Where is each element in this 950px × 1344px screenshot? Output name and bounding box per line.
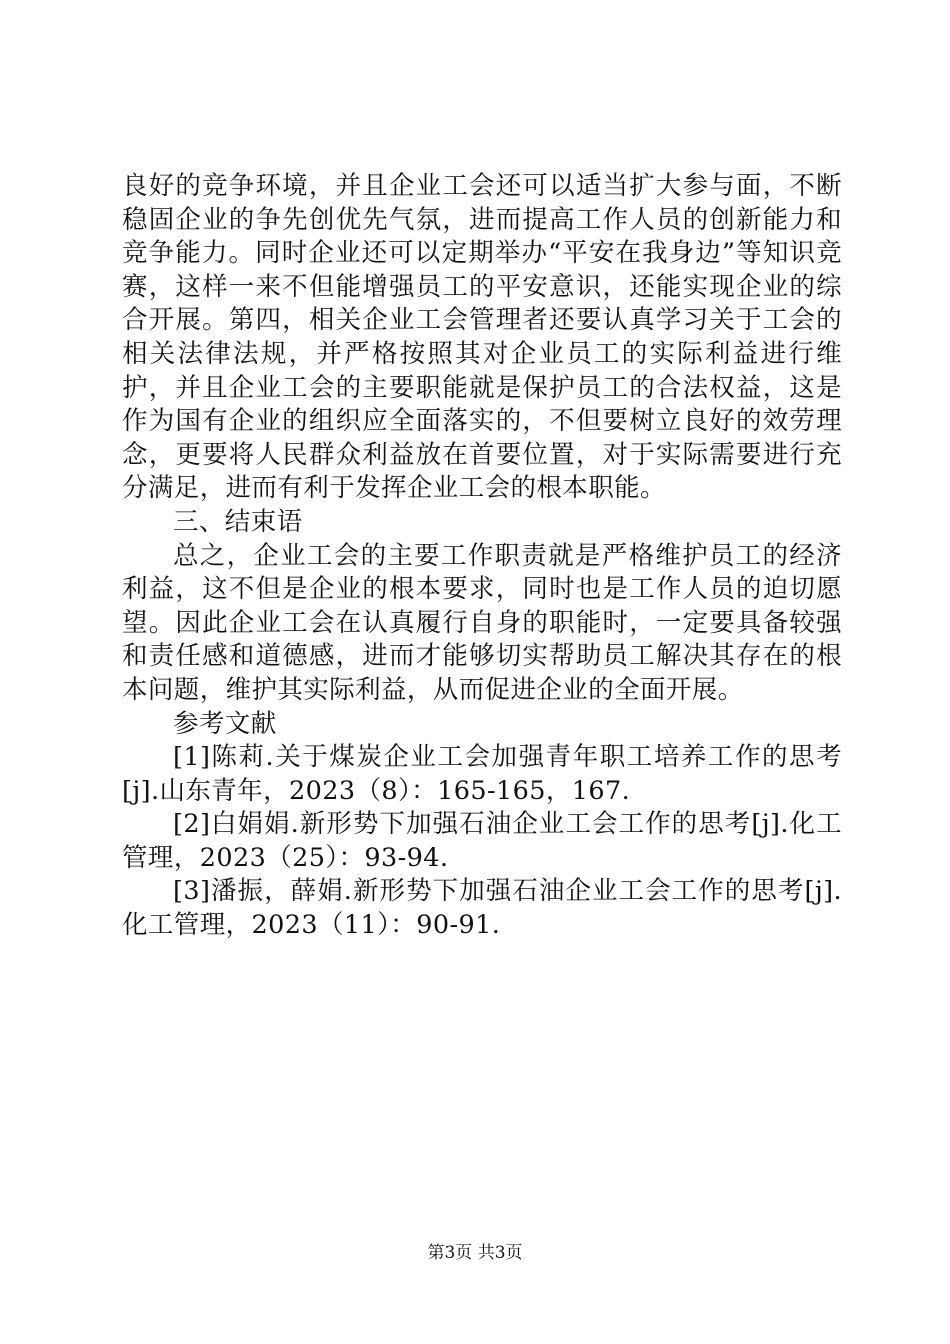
section-heading-conclusion: 三、结束语 <box>173 506 303 537</box>
reference-item-1: [1]陈莉.关于煤炭企业工会加强青年职工培养工作的思考[j].山东青年，2023（8）：165-165，167. <box>122 742 842 806</box>
document-body <box>122 170 842 943</box>
reference-item-3: [3]潘振，薛娟.新形势下加强石油企业工会工作的思考[j].化工管理，2023（11）：90-91. <box>122 876 842 941</box>
references-heading: 参考文献 <box>173 708 277 739</box>
page-number-footer: 第3页 共3页 <box>427 1243 523 1263</box>
reference-item-2: [2]白娟娟.新形势下加强石油企业工会工作的思考[j].化工管理，2023（25）：93-94. <box>122 809 842 873</box>
body-paragraph-conclusion: 总之，企业工会的主要工作职责就是严格维护员工的经济利益，这不但是企业的根本要求，同时也是工作人员的迫切愿望。因此企业工会在认真履行自身的职能时，一定要具备较强和责任感和道德感，进而才能够切实帮助员工解决其存在的根本问题，维护其实际利益，从而促进企业的全面开展。 <box>122 540 842 705</box>
body-paragraph-continuation: 良好的竞争环境，并且企业工会还可以适当扩大参与面，不断稳固企业的争先创优先气氛，进而提高工作人员的创新能力和竞争能力。同时企业还可以定期举办“平安在我身边”等知识竞赛，这样一来不但能增强员工的平安意识，还能实现企业的综合开展。第四，相关企业工会管理者还要认真学习关于工会的相关法律法规，并严格按照其对企业员工的实际利益进行维护，并且企业工会的主要职能就是保护员工的合法权益，这是作为国有企业的组织应全面落实的，不但要树立良好的效劳理念，更要将人民群众利益放在首要位置，对于实际需要进行充分满足，进而有利于发挥企业工会的根本职能。 <box>122 171 842 504</box>
